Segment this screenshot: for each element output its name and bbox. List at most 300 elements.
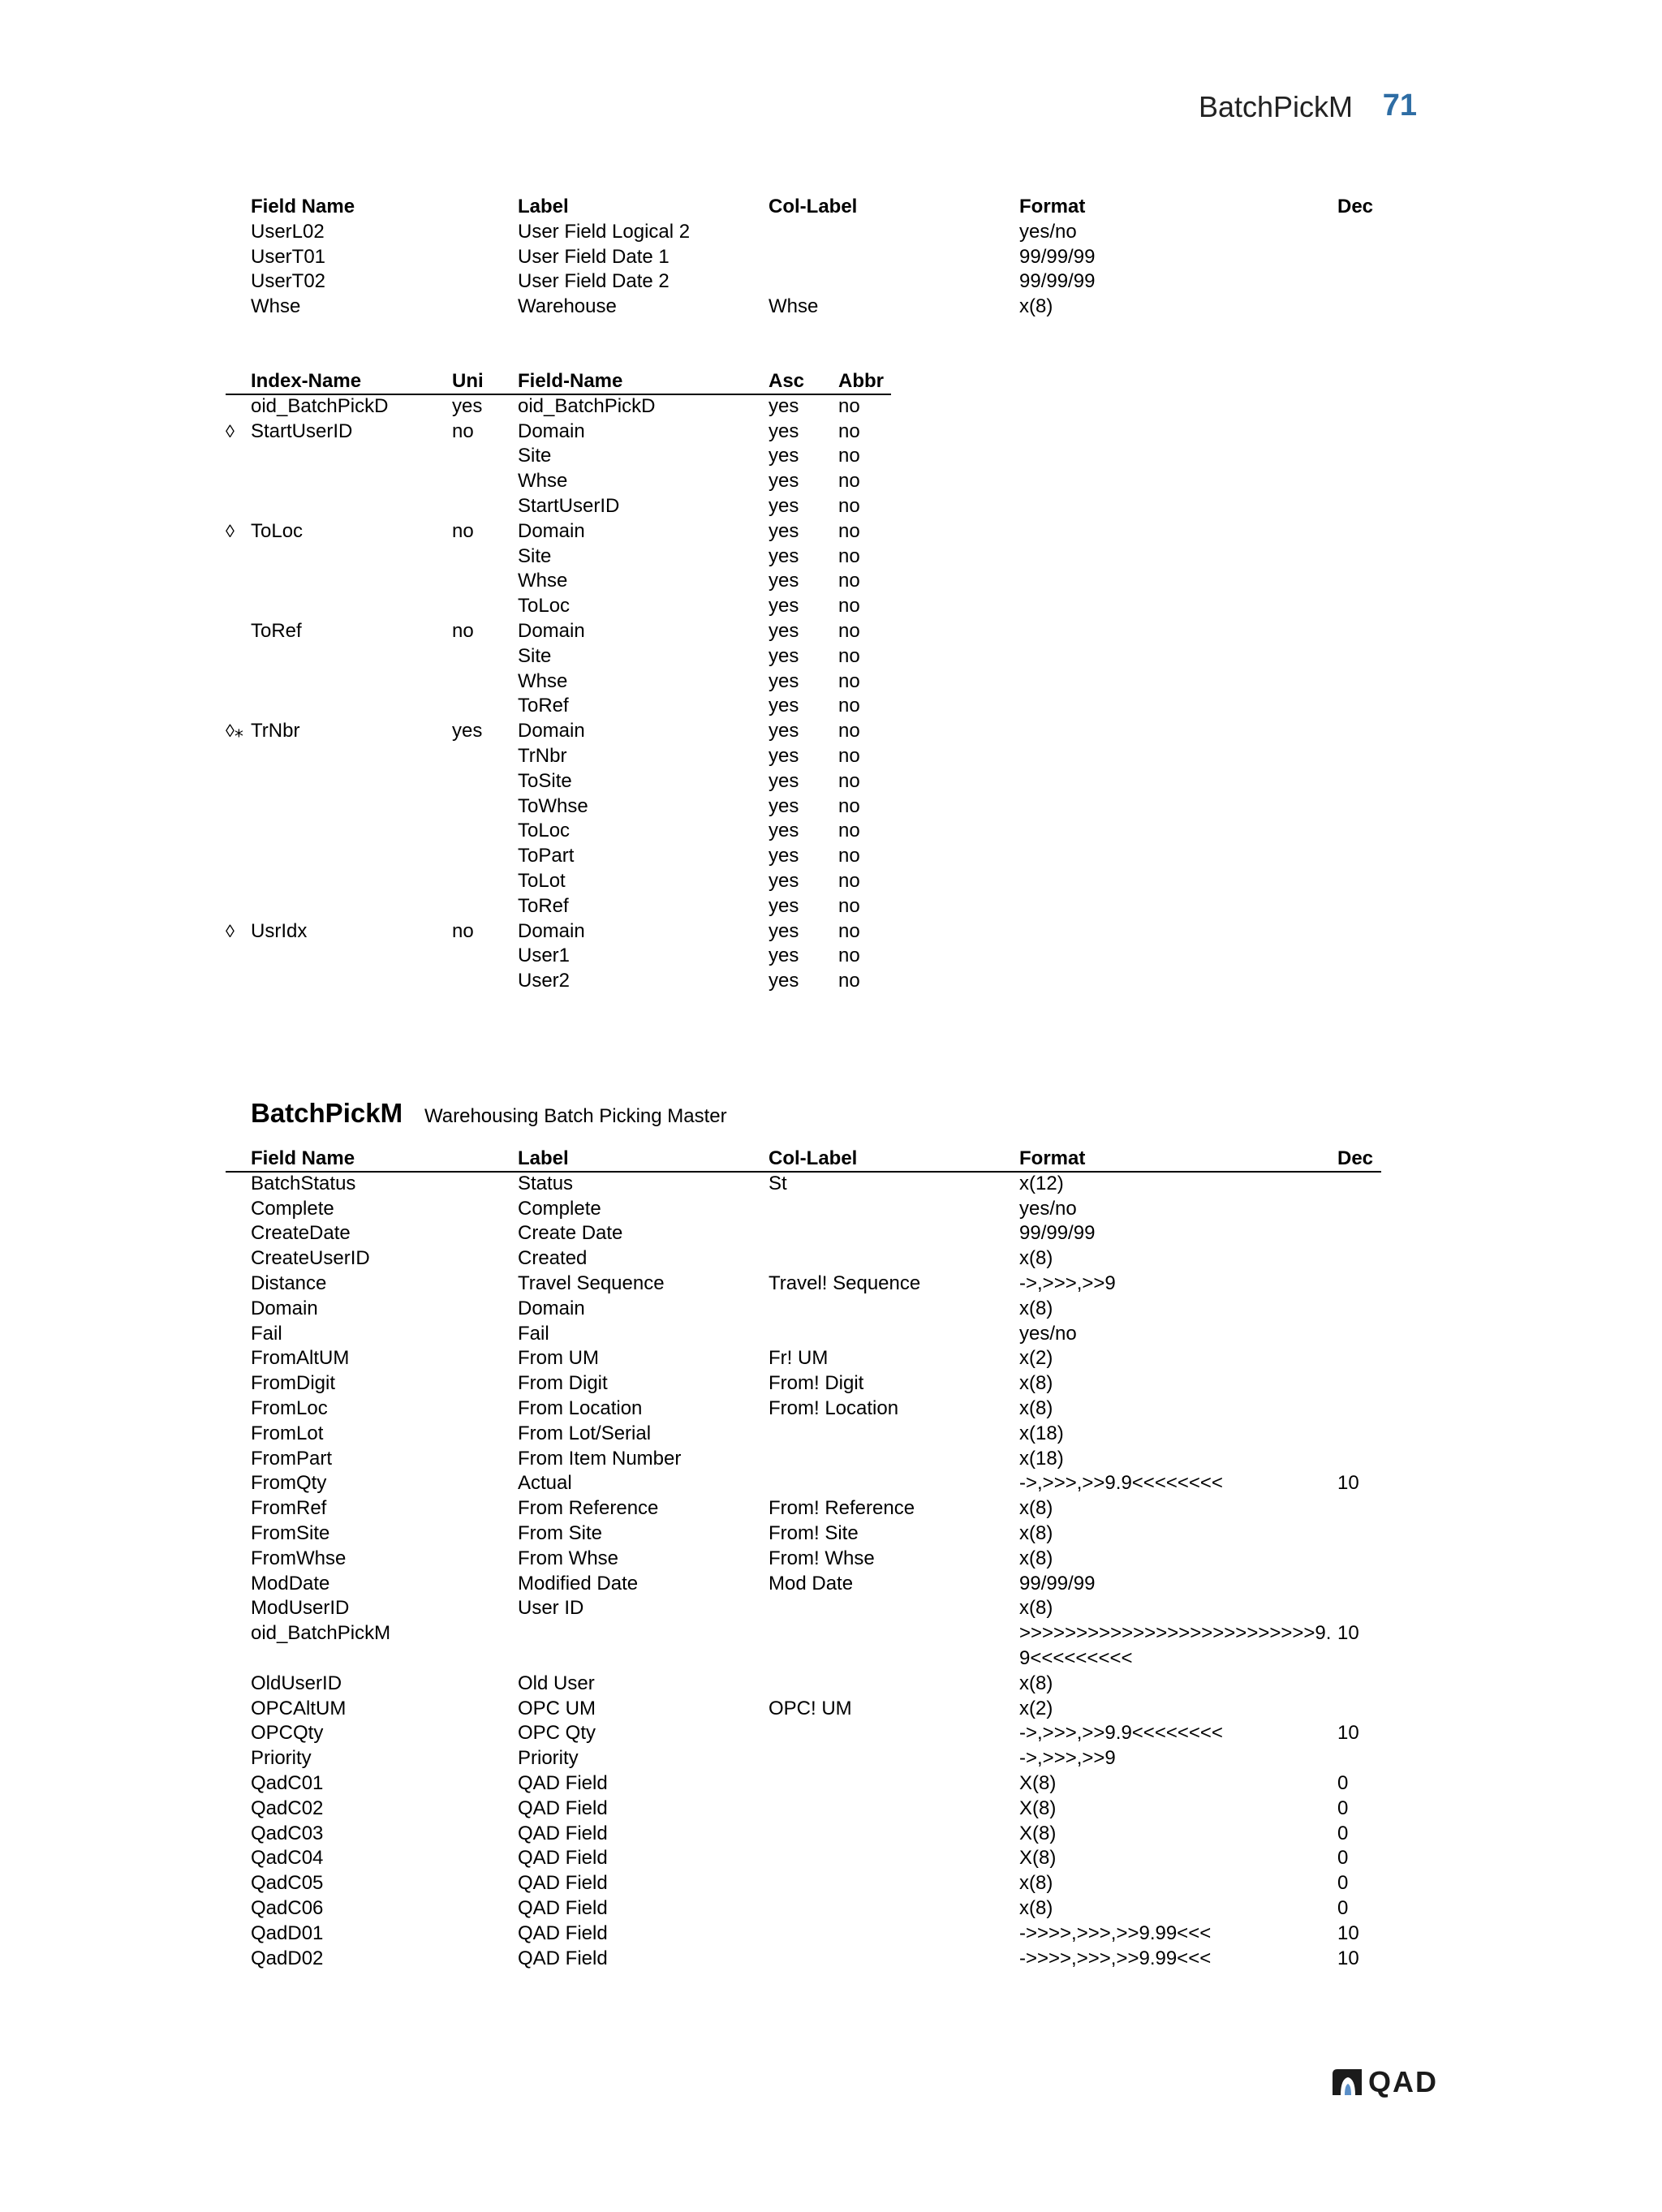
cell-format: x(8) [1019,1672,1053,1694]
qad-logo-icon [1331,2068,1363,2097]
cell-field-name: Domain [518,720,585,742]
cell-abbr: no [838,769,860,792]
cell-col-label: From! Location [769,1396,899,1419]
cell-abbr: no [838,695,860,717]
cell-format: >>>>>>>>>>>>>>>>>>>>>>>>>>9.9<<<<<<<<< [1019,1622,1332,1669]
cell-ascending: yes [769,470,799,493]
table-row [0,245,1662,270]
cell-label: Warehouse [518,295,617,318]
cell-unique: no [452,619,474,642]
cell-format: ->>>>,>>>,>>9.99<<< [1019,1947,1212,1969]
cell-label: QAD Field [518,1872,608,1895]
cell-field-name: ModUserID [251,1597,350,1620]
cell-format: 99/99/99 [1019,1222,1096,1245]
cell-field-name: Domain [518,519,585,542]
cell-field-name: FromLot [251,1422,324,1444]
table-row [0,644,1662,669]
cell-ascending: yes [769,744,799,767]
cell-field-name: oid_BatchPickM [251,1622,391,1645]
cell-field-name: UserT02 [251,270,326,293]
cell-label: From Site [518,1521,603,1544]
cell-field-name: QadC04 [251,1847,324,1870]
col-header-label: Label [518,196,569,217]
cell-dec: 10 [1337,1622,1359,1645]
cell-abbr: no [838,494,860,517]
cell-unique: no [452,919,474,942]
table-body [0,220,1662,320]
col-header-col-label: Col-Label [769,196,858,217]
cell-field-name: TrNbr [518,744,567,767]
cell-ascending: yes [769,619,799,642]
cell-label: User Field Date 2 [518,270,670,293]
cell-format: x(8) [1019,1597,1053,1620]
cell-label: Travel Sequence [518,1272,665,1294]
cell-format: ->,>>>,>>9.9<<<<<<<< [1019,1722,1223,1745]
cell-label: From Lot/Serial [518,1422,652,1444]
cell-col-label: From! Whse [769,1547,875,1569]
index-table [0,369,1662,994]
cell-format: 99/99/99 [1019,245,1096,268]
cell-dec: 0 [1337,1847,1349,1870]
table-row [0,969,1662,994]
table-row [0,794,1662,820]
cell-format: x(8) [1019,1297,1053,1319]
cell-format: x(8) [1019,1547,1053,1569]
cell-col-label: Mod Date [769,1572,854,1594]
cell-field-name: Complete [251,1197,334,1220]
table-row [0,669,1662,695]
table-row [0,1871,1662,1896]
cell-field-name: BatchStatus [251,1172,356,1194]
cell-col-label: Whse [769,295,819,318]
cell-field-name: FromDigit [251,1372,336,1395]
table-row [0,1172,1662,1197]
cell-col-label: Fr! UM [769,1347,829,1370]
table-row [0,494,1662,519]
table-row [0,1496,1662,1521]
cell-abbr: no [838,919,860,942]
cell-field-name: CreateDate [251,1222,351,1245]
table-row [0,719,1662,744]
cell-abbr: no [838,744,860,767]
table-row [0,1572,1662,1597]
cell-label: Created [518,1247,588,1270]
cell-field-name: User2 [518,970,571,992]
table-row [0,1746,1662,1771]
cell-ascending: yes [769,595,799,618]
cell-field-name: FromWhse [251,1547,347,1569]
table-row [0,694,1662,719]
cell-format: x(8) [1019,1396,1053,1419]
cell-field-name: FromPart [251,1447,333,1470]
cell-format: X(8) [1019,1822,1057,1844]
cell-format: ->,>>>,>>9 [1019,1272,1116,1294]
table-row [0,894,1662,919]
table-body [0,1172,1662,1972]
cell-field-name: CreateUserID [251,1247,370,1270]
table-row [0,295,1662,320]
col-header-field-name: Field-Name [518,370,623,392]
cell-field-name: StartUserID [518,494,620,517]
table-row [0,1547,1662,1572]
cell-dec: 10 [1337,1722,1359,1745]
cell-field-name: FromSite [251,1521,330,1544]
cell-label: Status [518,1172,574,1194]
cell-ascending: yes [769,494,799,517]
cell-format: x(2) [1019,1697,1053,1719]
cell-ascending: yes [769,945,799,967]
cell-label: From UM [518,1347,599,1370]
cell-format: x(8) [1019,295,1053,318]
cell-abbr: no [838,644,860,667]
table-row [0,1197,1662,1222]
table-row [0,1246,1662,1272]
cell-field-name: ModDate [251,1572,330,1594]
cell-field-name: Site [518,544,552,567]
index-marker: ◊⁎ [226,721,243,742]
logo-wordmark: QAD [1368,2065,1438,2098]
cell-label: OPC UM [518,1697,596,1719]
table-row [0,1947,1662,1972]
cell-col-label: From! Digit [769,1372,864,1395]
col-header-label: Label [518,1147,569,1169]
cell-field-name: FromRef [251,1497,327,1520]
cell-abbr: no [838,544,860,567]
cell-ascending: yes [769,695,799,717]
cell-field-name: Fail [251,1322,282,1345]
cell-ascending: yes [769,519,799,542]
cell-field-name: ToLoc [518,595,571,618]
cell-label: QAD Field [518,1771,608,1794]
section-description: Warehousing Batch Picking Master [424,1105,727,1127]
col-header-dec: Dec [1337,1147,1374,1169]
cell-index-name: UsrIdx [251,919,308,942]
cell-field-name: Domain [251,1297,318,1319]
cell-label: Domain [518,1297,585,1319]
cell-format: ->>>>,>>>,>>9.99<<< [1019,1922,1212,1944]
cell-abbr: no [838,570,860,592]
cell-ascending: yes [769,570,799,592]
table-row [0,869,1662,894]
table-row [0,1846,1662,1871]
table-header-row [0,195,1662,220]
cell-col-label: OPC! UM [769,1697,852,1719]
table-row [0,420,1662,445]
cell-label: User Field Logical 2 [518,220,691,243]
table-row [0,269,1662,295]
cell-format: X(8) [1019,1797,1057,1819]
cell-field-name: User1 [518,945,571,967]
cell-field-name: ToLoc [518,820,571,842]
table-row [0,1346,1662,1371]
cell-label: QAD Field [518,1922,608,1944]
table-body [0,394,1662,994]
cell-field-name: Priority [251,1747,312,1770]
cell-label: QAD Field [518,1797,608,1819]
cell-ascending: yes [769,894,799,917]
cell-abbr: no [838,669,860,692]
cell-label: From Whse [518,1547,619,1569]
cell-field-name: Whse [518,470,568,493]
cell-dec: 0 [1337,1797,1349,1819]
cell-format: X(8) [1019,1847,1057,1870]
cell-field-name: OldUserID [251,1672,342,1694]
cell-field-name: Domain [518,619,585,642]
table-row [0,1521,1662,1547]
col-header-format: Format [1019,196,1086,217]
cell-label: Complete [518,1197,601,1220]
cell-ascending: yes [769,669,799,692]
cell-format: x(18) [1019,1447,1064,1470]
cell-index-name: ToLoc [251,519,304,542]
table-row [0,220,1662,245]
qad-logo [1331,2065,1438,2098]
cell-field-name: QadC03 [251,1822,324,1844]
cell-col-label: St [769,1172,787,1194]
table-row [0,1697,1662,1722]
cell-unique: yes [452,720,483,742]
cell-abbr: no [838,595,860,618]
cell-col-label: From! Site [769,1521,859,1544]
index-marker: ◊ [226,420,235,441]
cell-field-name: OPCAltUM [251,1697,347,1719]
table-row [0,1471,1662,1496]
table-row [0,1371,1662,1396]
cell-format: 99/99/99 [1019,270,1096,293]
cell-abbr: no [838,970,860,992]
cell-abbr: no [838,420,860,442]
cell-label: Fail [518,1322,549,1345]
cell-ascending: yes [769,869,799,892]
table-row [0,1797,1662,1822]
cell-unique: no [452,420,474,442]
cell-ascending: yes [769,845,799,867]
col-header-uni: Uni [452,370,484,392]
table-row [0,769,1662,794]
table-row [0,1221,1662,1246]
cell-label: From Item Number [518,1447,682,1470]
cell-field-name: ToWhse [518,794,588,817]
col-header-asc: Asc [769,370,805,392]
cell-label: Actual [518,1472,572,1495]
cell-field-name: Whse [518,669,568,692]
cell-label: QAD Field [518,1896,608,1919]
table-row [0,1922,1662,1947]
cell-label: User Field Date 1 [518,245,670,268]
cell-ascending: yes [769,644,799,667]
cell-format: x(8) [1019,1896,1053,1919]
cell-ascending: yes [769,394,799,417]
table-row [0,819,1662,844]
cell-ascending: yes [769,820,799,842]
cell-field-name: Site [518,445,552,467]
cell-label: QAD Field [518,1822,608,1844]
cell-format: X(8) [1019,1771,1057,1794]
table-row [0,1422,1662,1447]
cell-format: x(12) [1019,1172,1064,1194]
cell-abbr: no [838,794,860,817]
cell-field-name: Domain [518,919,585,942]
cell-index-name: TrNbr [251,720,300,742]
cell-field-name: QadD01 [251,1922,324,1944]
table-row [0,394,1662,420]
section-title: BatchPickM [251,1098,403,1128]
col-header-index-name: Index-Name [251,370,362,392]
table-row [0,1672,1662,1697]
cell-dec: 0 [1337,1872,1349,1895]
cell-ascending: yes [769,970,799,992]
cell-ascending: yes [769,919,799,942]
cell-field-name: FromQty [251,1472,327,1495]
cell-format: x(8) [1019,1247,1053,1270]
cell-field-name: UserT01 [251,245,326,268]
cell-abbr: no [838,519,860,542]
cell-field-name: ToLot [518,869,566,892]
cell-format: x(8) [1019,1372,1053,1395]
cell-format: yes/no [1019,1322,1077,1345]
cell-abbr: no [838,845,860,867]
cell-field-name: OPCQty [251,1722,324,1745]
cell-field-name: ToSite [518,769,572,792]
cell-dec: 0 [1337,1896,1349,1919]
col-header-col-label: Col-Label [769,1147,858,1169]
table-row [0,744,1662,769]
cell-field-name: Domain [518,420,585,442]
table-row [0,1272,1662,1297]
table-row [0,844,1662,869]
cell-col-label: Travel! Sequence [769,1272,921,1294]
cell-label: From Digit [518,1372,608,1395]
table-row [0,1297,1662,1322]
cell-ascending: yes [769,544,799,567]
cell-index-name: oid_BatchPickD [251,394,389,417]
cell-dec: 10 [1337,1947,1359,1969]
cell-label: QAD Field [518,1847,608,1870]
cell-field-name: QadC06 [251,1896,324,1919]
table-row [0,544,1662,570]
cell-ascending: yes [769,769,799,792]
cell-field-name: UserL02 [251,220,325,243]
page-number: 71 [1382,88,1417,123]
cell-field-name: Site [518,644,552,667]
running-header-title: BatchPickM [1198,90,1353,123]
cell-ascending: yes [769,720,799,742]
table-header-row [0,369,1662,394]
table-row [0,1822,1662,1847]
cell-unique: no [452,519,474,542]
cell-field-name: Distance [251,1272,327,1294]
col-header-dec: Dec [1337,196,1374,217]
cell-dec: 10 [1337,1472,1359,1495]
table-row [0,1771,1662,1797]
table-row [0,919,1662,945]
col-header-abbr: Abbr [838,370,884,392]
cell-abbr: no [838,470,860,493]
cell-field-name: ToRef [518,894,569,917]
cell-format: x(8) [1019,1872,1053,1895]
cell-dec: 10 [1337,1922,1359,1944]
cell-index-name: ToRef [251,619,302,642]
cell-ascending: yes [769,420,799,442]
cell-field-name: Whse [518,570,568,592]
cell-format: yes/no [1019,1197,1077,1220]
cell-abbr: no [838,720,860,742]
cell-abbr: no [838,820,860,842]
cell-unique: yes [452,394,483,417]
cell-dec: 0 [1337,1822,1349,1844]
cell-format: ->,>>>,>>9.9<<<<<<<< [1019,1472,1223,1495]
cell-label: Priority [518,1747,579,1770]
cell-field-name: QadC05 [251,1872,324,1895]
cell-format: x(8) [1019,1521,1053,1544]
cell-abbr: no [838,945,860,967]
table-row [0,594,1662,619]
cell-label: Old User [518,1672,595,1694]
cell-format: x(8) [1019,1497,1053,1520]
table-row [0,444,1662,469]
cell-label: From Location [518,1396,643,1419]
cell-field-name: QadC01 [251,1771,324,1794]
cell-field-name: oid_BatchPickD [518,394,656,417]
cell-field-name: FromLoc [251,1396,328,1419]
cell-index-name: StartUserID [251,420,353,442]
cell-col-label: From! Reference [769,1497,915,1520]
table-row [0,1896,1662,1922]
table-row [0,1396,1662,1422]
cell-label: From Reference [518,1497,659,1520]
cell-label: Create Date [518,1222,623,1245]
col-header-format: Format [1019,1147,1086,1169]
table-row [0,469,1662,494]
table-row [0,1447,1662,1472]
table-row [0,1621,1662,1672]
cell-format: yes/no [1019,220,1077,243]
cell-abbr: no [838,619,860,642]
cell-field-name: ToRef [518,695,569,717]
table-row [0,944,1662,969]
cell-field-name: QadD02 [251,1947,324,1969]
table-row [0,1322,1662,1347]
cell-label: QAD Field [518,1947,608,1969]
cell-ascending: yes [769,794,799,817]
cell-format: x(18) [1019,1422,1064,1444]
table-row [0,519,1662,544]
cell-field-name: FromAltUM [251,1347,350,1370]
cell-format: ->,>>>,>>9 [1019,1747,1116,1770]
table-header-row [0,1147,1662,1172]
cell-field-name: Whse [251,295,301,318]
cell-ascending: yes [769,445,799,467]
cell-abbr: no [838,394,860,417]
col-header-field-name: Field Name [251,1147,355,1169]
cell-label: User ID [518,1597,584,1620]
index-marker: ◊ [226,520,235,541]
table-row [0,1721,1662,1746]
table-row [0,1596,1662,1621]
cell-format: 99/99/99 [1019,1572,1096,1594]
cell-label: Modified Date [518,1572,639,1594]
field-table [0,1147,1662,1971]
col-header-field-name: Field Name [251,196,355,217]
cell-abbr: no [838,869,860,892]
cell-format: x(2) [1019,1347,1053,1370]
cell-abbr: no [838,894,860,917]
table-row [0,619,1662,644]
cell-label: OPC Qty [518,1722,596,1745]
index-marker: ◊ [226,920,235,941]
field-table-continued [0,195,1662,320]
cell-abbr: no [838,445,860,467]
